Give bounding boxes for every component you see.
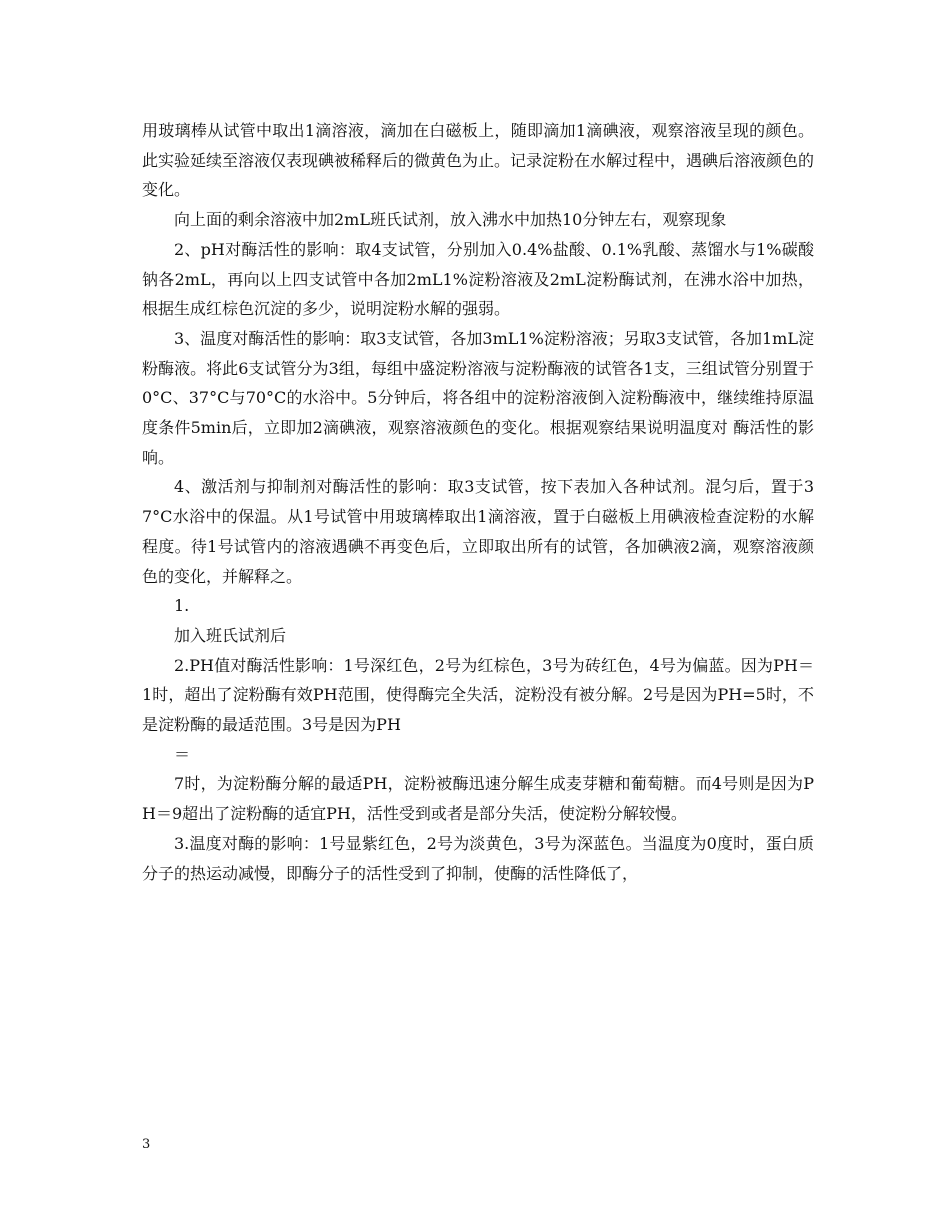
paragraph-3: 2、pH对酶活性的影响：取4支试管，分别加入0.4%盐酸、0.1%乳酸、蒸馏水与1%碳酸钠各2mL，再向以上四支试管中各加2mL1%淀粉溶液及2mL淀粉酶试剂，在沸水浴中加热，根据生成红棕色沉淀的多少，说明淀粉水解的强弱。 (142, 239, 814, 319)
paragraph-8: 2.PH值对酶活性影响：1号深红色，2号为红棕色，3号为砖红色，4号为偏蓝。因为PH＝1时，超出了淀粉酶有效PH范围，使得酶完全失活，淀粉没有被分解。2号是因为PH=5时，不是淀粉酶的最适范围。3号是因为PH (142, 655, 814, 735)
page-number: 3 (142, 1137, 151, 1152)
paragraph-1: 用玻璃棒从试管中取出1滴溶液，滴加在白磁板上，随即滴加1滴碘液，观察溶液呈现的颜色。此实验延续至溶液仅表现碘被稀释后的微黄色为止。记录淀粉在水解过程中，遇碘后溶液颜色的变化。 (142, 121, 815, 200)
paragraph-9: ＝ (174, 744, 191, 764)
paragraph-11: 3.温度对酶的影响：1号显紫红色，2号为淡黄色，3号为深蓝色。当温度为0度时，蛋白质分子的热运动减慢，即酶分子的活性受到了抑制，使酶的活性降低了， (142, 833, 814, 883)
paragraph-4: 3、温度对酶活性的影响：取3支试管，各加3mL1%淀粉溶液；另取3支试管，各加1mL淀粉酶液。将此6支试管分为3组，每组中盛淀粉溶液与淀粉酶液的试管各1支，三组试管分别置于0°C、37°C与70°C的水浴中。5分钟后，将各组中的淀粉溶液倒入淀粉酶液中，继续维持原温度条件5min后，立即加2滴碘液，观察溶液颜色的变化。根据观察结果说明温度对 酶活性的影响。 (142, 328, 814, 467)
paragraph-7: 加入班氏试剂后 (174, 625, 287, 645)
paragraph-2: 向上面的剩余溶液中加2mL班氏试剂，放入沸水中加热10分钟左右，观察现象 (174, 210, 727, 230)
document-body (142, 116, 814, 888)
paragraph-6: 1. (174, 596, 190, 616)
paragraph-5: 4、激活剂与抑制剂对酶活性的影响：取3支试管，按下表加入各种试剂。混匀后，置于37°C水浴中的保温。从1号试管中用玻璃棒取出1滴溶液，置于白磁板上用碘液检查淀粉的水解程度。待1号试管内的溶液遇碘不再变色后，立即取出所有的试管，各加碘液2滴，观察溶液颜色的变化，并解释之。 (142, 477, 814, 586)
paragraph-10: 7时，为淀粉酶分解的最适PH，淀粉被酶迅速分解生成麦芽糖和葡萄糖。而4号则是因为PH＝9超出了淀粉酶的适宜PH，活性受到或者是部分失活，使淀粉分解较慢。 (142, 774, 814, 824)
